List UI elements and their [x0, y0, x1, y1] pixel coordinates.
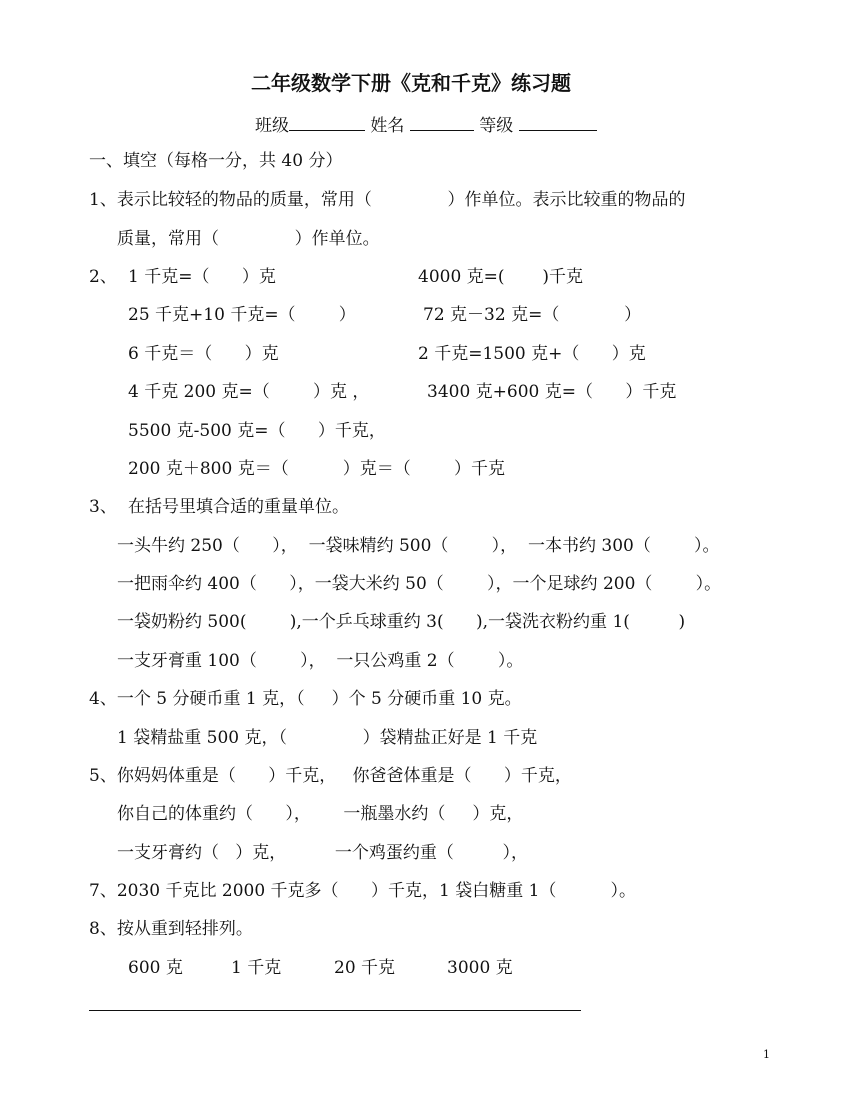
name-label: 姓名	[370, 116, 405, 136]
grade-label: 等级	[479, 116, 514, 136]
footer-rule	[89, 1010, 581, 1011]
q8-item: 3000 克	[447, 958, 513, 978]
q3-number: 3、	[89, 497, 117, 517]
q1-line1: 1、表示比较轻的物品的质量，常用（ ）作单位。表示比较重的物品的	[89, 190, 686, 210]
q8-item: 1 千克	[231, 958, 282, 978]
q5-line2: 你自己的体重约（ ）， 一瓶墨水约（ ）克，	[117, 804, 524, 824]
q2-item: 2 千克=1500 克+（ ）克	[418, 344, 646, 364]
student-info-row	[255, 114, 597, 137]
q3-line: 一袋奶粉约 500( ),一个乒乓球重约 3( ),一袋洗衣粉约重 1( )	[117, 612, 686, 632]
q2-item: 25 千克+10 千克=（ ）	[128, 305, 356, 325]
q2-item: 3400 克+600 克=（ ）千克	[427, 382, 677, 402]
q4-line1: 4、一个 5 分硬币重 1 克，（ ）个 5 分硬币重 10 克。	[89, 689, 522, 709]
q8-item: 20 千克	[334, 958, 396, 978]
q2-item: 4000 克=( )千克	[418, 267, 584, 287]
q8-item: 600 克	[128, 958, 183, 978]
q2-item: 4 千克 200 克=（ ）克 ，	[128, 382, 370, 402]
class-label: 班级	[255, 116, 289, 136]
q2-item: 200 克＋800 克＝（ ）克＝（ ）千克	[128, 459, 505, 479]
page-number: 1	[763, 1048, 770, 1061]
q2-item: 1 千克=（ ）克	[128, 267, 276, 287]
q1-line2: 质量，常用（ ）作单位。	[117, 229, 380, 249]
q8-prompt: 8、按从重到轻排列。	[89, 919, 253, 939]
page-title: 二年级数学下册《克和千克》练习题	[251, 71, 571, 95]
q2-item: 6 千克＝（ ）克	[128, 344, 279, 364]
q2-item: 72 克－32 克=（ ）	[423, 305, 642, 325]
q2-number: 2、	[89, 267, 117, 287]
q3-line: 一头牛约 250（ ）， 一袋味精约 500（ ）， 一本书约 300（ ）。	[117, 536, 720, 556]
q3-prompt: 在括号里填合适的重量单位。	[128, 497, 349, 517]
class-blank[interactable]	[289, 114, 365, 131]
q7-line: 7、2030 千克比 2000 千克多（ ）千克，1 袋白糖重 1（ ）。	[89, 881, 636, 901]
q2-item: 5500 克-500 克=（ ）千克，	[128, 421, 386, 441]
grade-blank[interactable]	[519, 114, 597, 131]
q5-line3: 一支牙膏约（ ）克， 一个鸡蛋约重（ ），	[117, 843, 528, 863]
section-heading: 一、填空（每格一分，共 40 分）	[89, 151, 343, 171]
q3-line: 一把雨伞约 400（ ），一袋大米约 50（ ），一个足球约 200（ ）。	[117, 574, 722, 594]
name-blank[interactable]	[410, 114, 474, 131]
q3-line: 一支牙膏重 100（ ）， 一只公鸡重 2（ ）。	[117, 651, 524, 671]
q4-line2: 1 袋精盐重 500 克，（ ）袋精盐正好是 1 千克	[117, 728, 538, 748]
q5-line1: 5、你妈妈体重是（ ）千克， 你爸爸体重是（ ）千克，	[89, 766, 572, 786]
